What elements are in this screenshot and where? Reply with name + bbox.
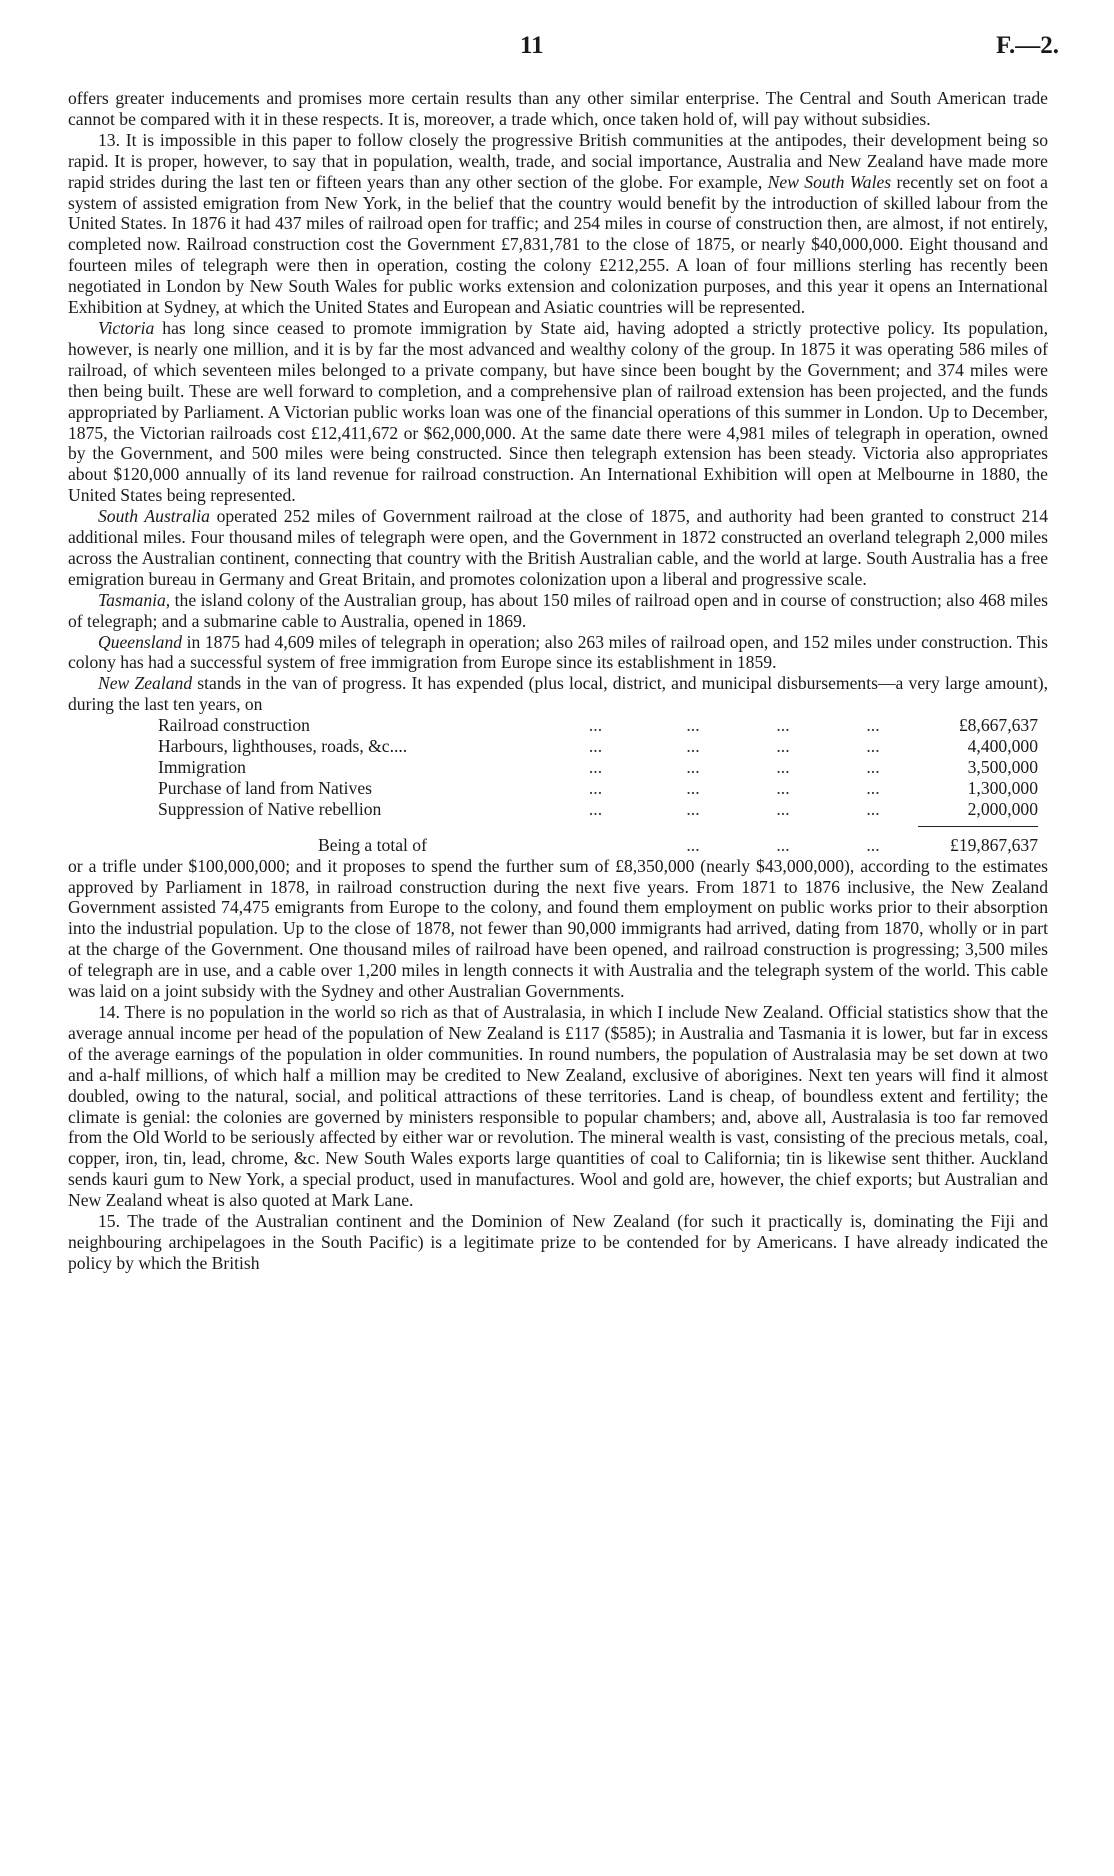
- paragraph-15: 15. The trade of the Australian continent and the Dominion of New Zealand (for such it practically is, dominating the Fiji and neighbouring archipelagoes in the South Pacific) is a legitimate prize to be contended for by Americans. I have already indicated the policy by which the British: [68, 1211, 1048, 1273]
- page-number: 11: [520, 32, 544, 59]
- colony-name-tasmania: Tasmania,: [98, 589, 171, 610]
- leader-dots: ...: [686, 715, 700, 736]
- paragraph-13: [68, 130, 1048, 318]
- paragraph-queensland-text: in 1875 had 4,609 miles of telegraph in operation; also 263 miles of railroad open, and 152 miles under construction. This colony has had a successful system of free immigration from Europe since its establishment in 1859.: [68, 631, 1048, 673]
- leader-dots: ...: [686, 736, 700, 757]
- colony-name-new-zealand: New Zealand: [98, 673, 193, 694]
- expenditure-amount: £8,667,637: [958, 715, 1038, 736]
- paragraph-new-zealand: [68, 673, 1048, 715]
- paragraph-tasmania-text: the island colony of the Australian group, has about 150 miles of railroad open and in course of construction; also 468 miles of telegraph; and a submarine cable to Australia, opened in 1869.: [68, 589, 1048, 631]
- table-row: [158, 778, 1038, 799]
- paragraph-intro: offers greater inducements and promises more certain results than any other similar enterprise. The Central and South American trade cannot be compared with it in these respects. It is, moreover, a trade which, once taken hold of, will pay without subsidies.: [68, 88, 1048, 129]
- leader-dots: ...: [776, 834, 790, 855]
- leader-dots: ...: [776, 736, 790, 757]
- leader-dots: ...: [866, 757, 880, 777]
- expenditure-table: [158, 715, 1038, 855]
- paragraph-tasmania: [68, 590, 1048, 632]
- paragraph-13-text: 13. It is impossible in this paper to follow closely the progressive British communities at the antipodes, their development being so rapid. It is proper, however, to say that in population, wealth, trade, and social importance, Australia and New Zealand have made more rapid strides during the last ten or fifteen years than any other section of the globe. For example,: [68, 129, 1048, 192]
- expenditure-amount: 1,300,000: [967, 777, 1038, 798]
- paragraph-queensland: [68, 632, 1048, 674]
- leader-dots: ...: [686, 757, 700, 777]
- paragraph-south-australia-text: operated 252 miles of Government railroad at the close of 1875, and authority had been granted to construct 214 additional miles. Four thousand miles of telegraph were open, and the Government in 1872 constructed an overland telegraph 2,000 miles across the Australian continent, connecting that country with the British Australian cable, and the world at large. South Australia has a free emigration bureau in Germany and Great Britain, and promotes colonization upon a liberal and progressive scale.: [68, 506, 1048, 589]
- total-amount: £19,867,637: [918, 826, 1038, 855]
- paragraph-new-zealand-continued: or a trifle under $100,000,000; and it proposes to spend the further sum of £8,350,000 (nearly $43,000,000), according to the estimates approved by Parliament in 1878, in railroad construction during the next five years. From 1871 to 1876 inclusive, the New Zealand Government assisted 74,475 emigrants from Europe to the colony, and found them employment on public works prior to their absorption into the industrial population. Up to the close of 1878, not fewer than 90,000 immigrants had arrived, dating from 1870, wholly or in part at the charge of the Government. One thousand miles of railroad have been opened, and railroad construction is progressing; 3,500 miles of telegraph are in use, and a cable over 1,200 miles in length connects it with Australia and the telegraph system of the world. This cable was laid on a joint subsidy with the Sydney and other Australian Governments.: [68, 855, 1048, 1002]
- expenditure-item: Purchase of land from Natives: [158, 777, 372, 798]
- leader-dots: ...: [776, 777, 790, 798]
- table-total-row: [158, 826, 1038, 855]
- paragraph-13-rest: recently set on foot a system of assisted emigration from New York, in the belief that the country would benefit by the introduction of skilled labour from the United States. In 1876 it had 437 miles of railroad open for traffic; and 254 miles in course of construction then, are almost, if not entirely, completed now. Railroad construction cost the Government £7,831,781 to the close of 1875, or nearly $40,000,000. Eight thousand and fourteen miles of telegraph were then in operation, costing the colony £212,255. A loan of four millions sterling has recently been negotiated in London by New South Wales for public works extension and colonization purposes, and this year it opens an International Exhibition at Sydney, at which the United States and European and Asiatic countries will be represented.: [68, 171, 1048, 318]
- leader-dots: ...: [866, 736, 880, 757]
- paragraph-14: 14. There is no population in the world so rich as that of Australasia, in which I include New Zealand. Official statistics show that the average annual income per head of the population of New Zealand is £117 ($585); in Australia and Tasmania it is lower, but far in excess of the average earnings of the population in older communities. In round numbers, the population of Australasia may be set down at two and a-half millions, of which half a million may be credited to New Zealand, exclusive of aborigines. Next ten years will find it almost doubled, owing to the natural, social, and political attractions of these territories. Land is cheap, of boundless extent and fertility; the climate is genial: the colonies are governed by ministers responsible to popular chambers; and, above all, Australasia is too far removed from the Old World to be seriously affected by either war or revolution. The mineral wealth is vast, consisting of the precious metals, coal, copper, iron, tin, lead, chrome, &c. New South Wales exports large quantities of coal to California; tin is likewise sent thither. Auckland sends kauri gum to New York, a special product, used in manufactures. Wool and gold are, however, the chief exports; but Australian and New Zealand wheat is also quoted at Mark Lane.: [68, 1001, 1048, 1211]
- leader-dots: ...: [588, 777, 603, 798]
- leader-dots: ...: [866, 799, 880, 820]
- total-label: Being a total of: [318, 834, 427, 855]
- colony-name-victoria: Victoria: [98, 317, 155, 338]
- expenditure-amount: 4,400,000: [967, 736, 1038, 757]
- paragraph-south-australia: [68, 506, 1048, 590]
- expenditure-amount: 3,500,000: [967, 757, 1038, 777]
- page-header: [0, 32, 1114, 72]
- paragraph-new-zealand-text: stands in the van of progress. It has expended (plus local, district, and municipal disbursements—a very large amount), during the last ten years, on: [68, 673, 1048, 715]
- leader-dots: ...: [866, 715, 880, 736]
- body-text: [68, 88, 1048, 1274]
- table-row: [158, 799, 1038, 826]
- table-row: [158, 736, 1038, 757]
- paper-reference: F.—2.: [996, 32, 1059, 59]
- leader-dots: ...: [866, 834, 880, 855]
- table-row: [158, 715, 1038, 736]
- leader-dots: ...: [776, 757, 790, 777]
- paragraph-victoria: [68, 318, 1048, 506]
- leader-dots: ...: [686, 777, 700, 798]
- leader-dots: ...: [686, 799, 700, 820]
- leader-dots: ...: [588, 715, 603, 736]
- leader-dots: ...: [588, 736, 603, 757]
- leader-dots: ...: [686, 834, 700, 855]
- colony-name-south-australia: South Australia: [98, 506, 210, 527]
- colony-name-queensland: Queensland: [98, 631, 183, 652]
- expenditure-item: Suppression of Native rebellion: [158, 799, 382, 820]
- colony-name-new-south-wales: New South Wales: [767, 171, 892, 192]
- table-row: [158, 757, 1038, 778]
- paragraph-victoria-text: has long since ceased to promote immigration by State aid, having adopted a strictly protective policy. Its population, however, is nearly one million, and it is by far the most advanced and wealthy colony of the group. In 1875 it was operating 586 miles of railroad, of which seventeen miles belonged to a private company, but have since been bought by the Government; and 374 miles were then being built. These are well forward to completion, and a comprehensive plan of railroad extension has been projected, and the funds appropriated by Parliament. A Victorian public works loan was one of the financial operations of this summer in London. Up to December, 1875, the Victorian railroads cost £12,411,672 or $62,000,000. At the same date there were 4,981 miles of telegraph in operation, owned by the Government, and 500 miles were being constructed. Since then telegraph extension has been steady. Victoria also appropriates about $120,000 annually of its land revenue for railroad construction. An International Exhibition will open at Melbourne in 1880, the United States being represented.: [68, 317, 1048, 506]
- expenditure-item: Immigration: [158, 757, 246, 777]
- leader-dots: ...: [866, 777, 880, 798]
- leader-dots: ...: [776, 799, 790, 820]
- expenditure-amount: 2,000,000: [967, 798, 1038, 819]
- leader-dots: ...: [588, 799, 603, 820]
- expenditure-item: Railroad construction: [158, 715, 310, 736]
- leader-dots: ...: [588, 757, 603, 777]
- leader-dots: ...: [776, 715, 790, 736]
- expenditure-item: Harbours, lighthouses, roads, &c....: [158, 736, 408, 757]
